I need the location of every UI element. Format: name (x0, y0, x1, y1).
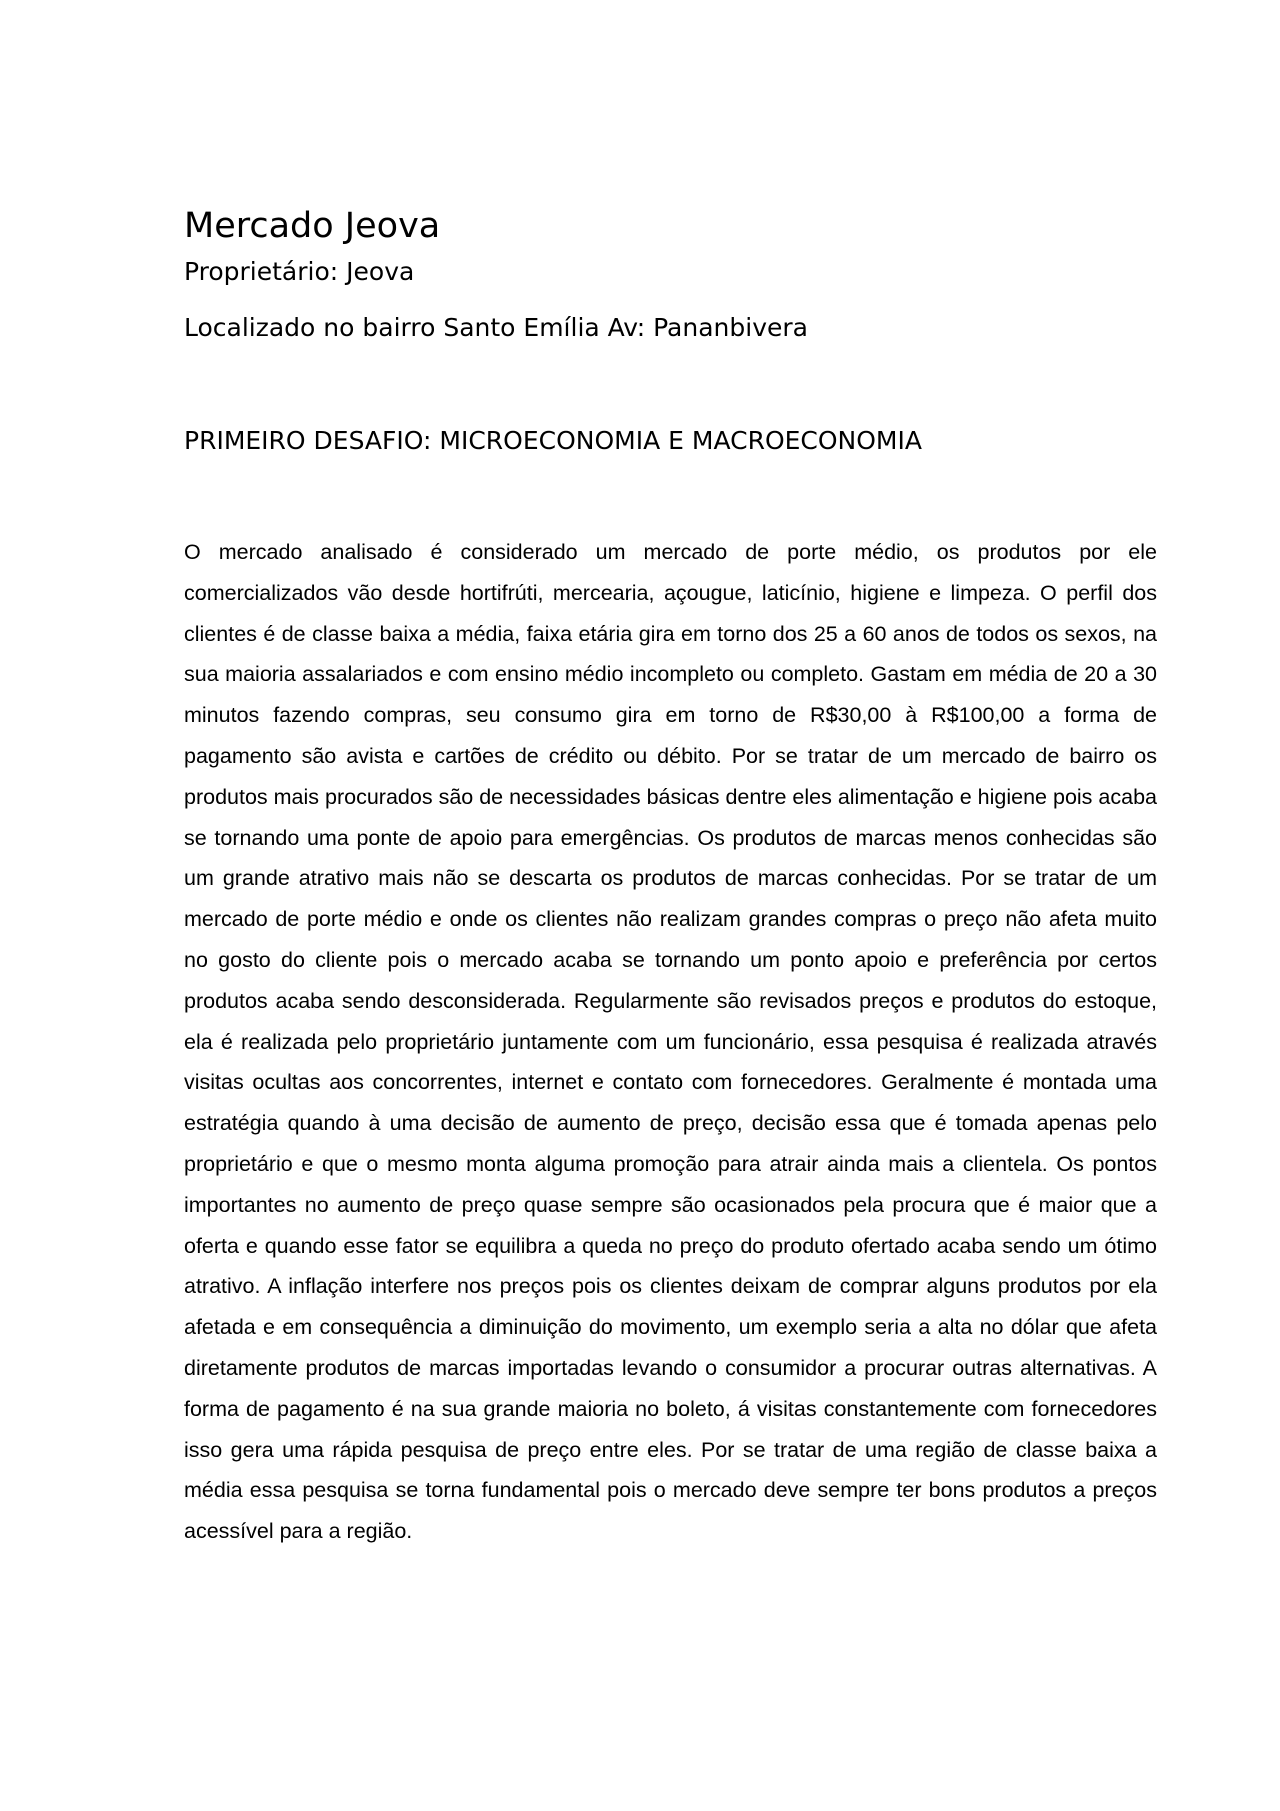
body-paragraph: O mercado analisado é considerado um mercado de porte médio, os produtos por ele comercializados vão desde hortifrúti, mercearia, açougue, laticínio, higiene e limpeza. O perfil dos clientes é de classe baixa a média, faixa etária gira em torno dos 25 a 60 anos de todos os sexos, na sua maioria assalariados e com ensino médio incompleto ou completo. Gastam em média de 20 a 30 minutos fazendo compras, seu consumo gira em torno de R$30,00 à R$100,00 a forma de pagamento são avista e cartões de crédito ou débito. Por se tratar de um mercado de bairro os produtos mais procurados são de necessidades básicas dentre eles alimentação e higiene pois acaba se tornando uma ponte de apoio para emergências. Os produtos de marcas menos conhecidas são um grande atrativo mais não se descarta os produtos de marcas conhecidas. Por se tratar de um mercado de porte médio e onde os clientes não realizam grandes compras o preço não afeta muito no gosto do cliente pois o mercado acaba se tornando um ponto apoio e preferência por certos produtos acaba sendo desconsiderada. Regularmente são revisados preços e produtos do estoque, ela é realizada pelo proprietário juntamente com um funcionário, essa pesquisa é realizada através visitas ocultas aos concorrentes, internet e contato com fornecedores. Geralmente é montada uma estratégia quando à uma decisão de aumento de preço, decisão essa que é tomada apenas pelo proprietário e que o mesmo monta alguma promoção para atrair ainda mais a clientela. Os pontos importantes no aumento de preço quase sempre são ocasionados pela procura que é maior que a oferta e quando esse fator se equilibra a queda no preço do produto ofertado acaba sendo um ótimo atrativo. A inflação interfere nos preços pois os clientes deixam de comprar alguns produtos por ela afetada e em consequência a diminuição do movimento, um exemplo seria a alta no dólar que afeta diretamente produtos de marcas importadas levando o consumidor a procurar outras alternativas. A forma de pagamento é na sua grande maioria no boleto, á visitas constantemente com fornecedores isso gera uma rápida pesquisa de preço entre eles. Por se tratar de uma região de classe baixa a média essa pesquisa se torna fundamental pois o mercado deve sempre ter bons produtos a preços acessível para a região. (184, 540, 1157, 1544)
document-title: Mercado Jeova (184, 206, 441, 246)
challenge-heading: PRIMEIRO DESAFIO: MICROECONOMIA E MACROECONOMIA (184, 426, 922, 455)
location-line: Localizado no bairro Santo Emília Av: Pananbivera (184, 313, 808, 342)
owner-line: Proprietário: Jeova (184, 257, 415, 286)
